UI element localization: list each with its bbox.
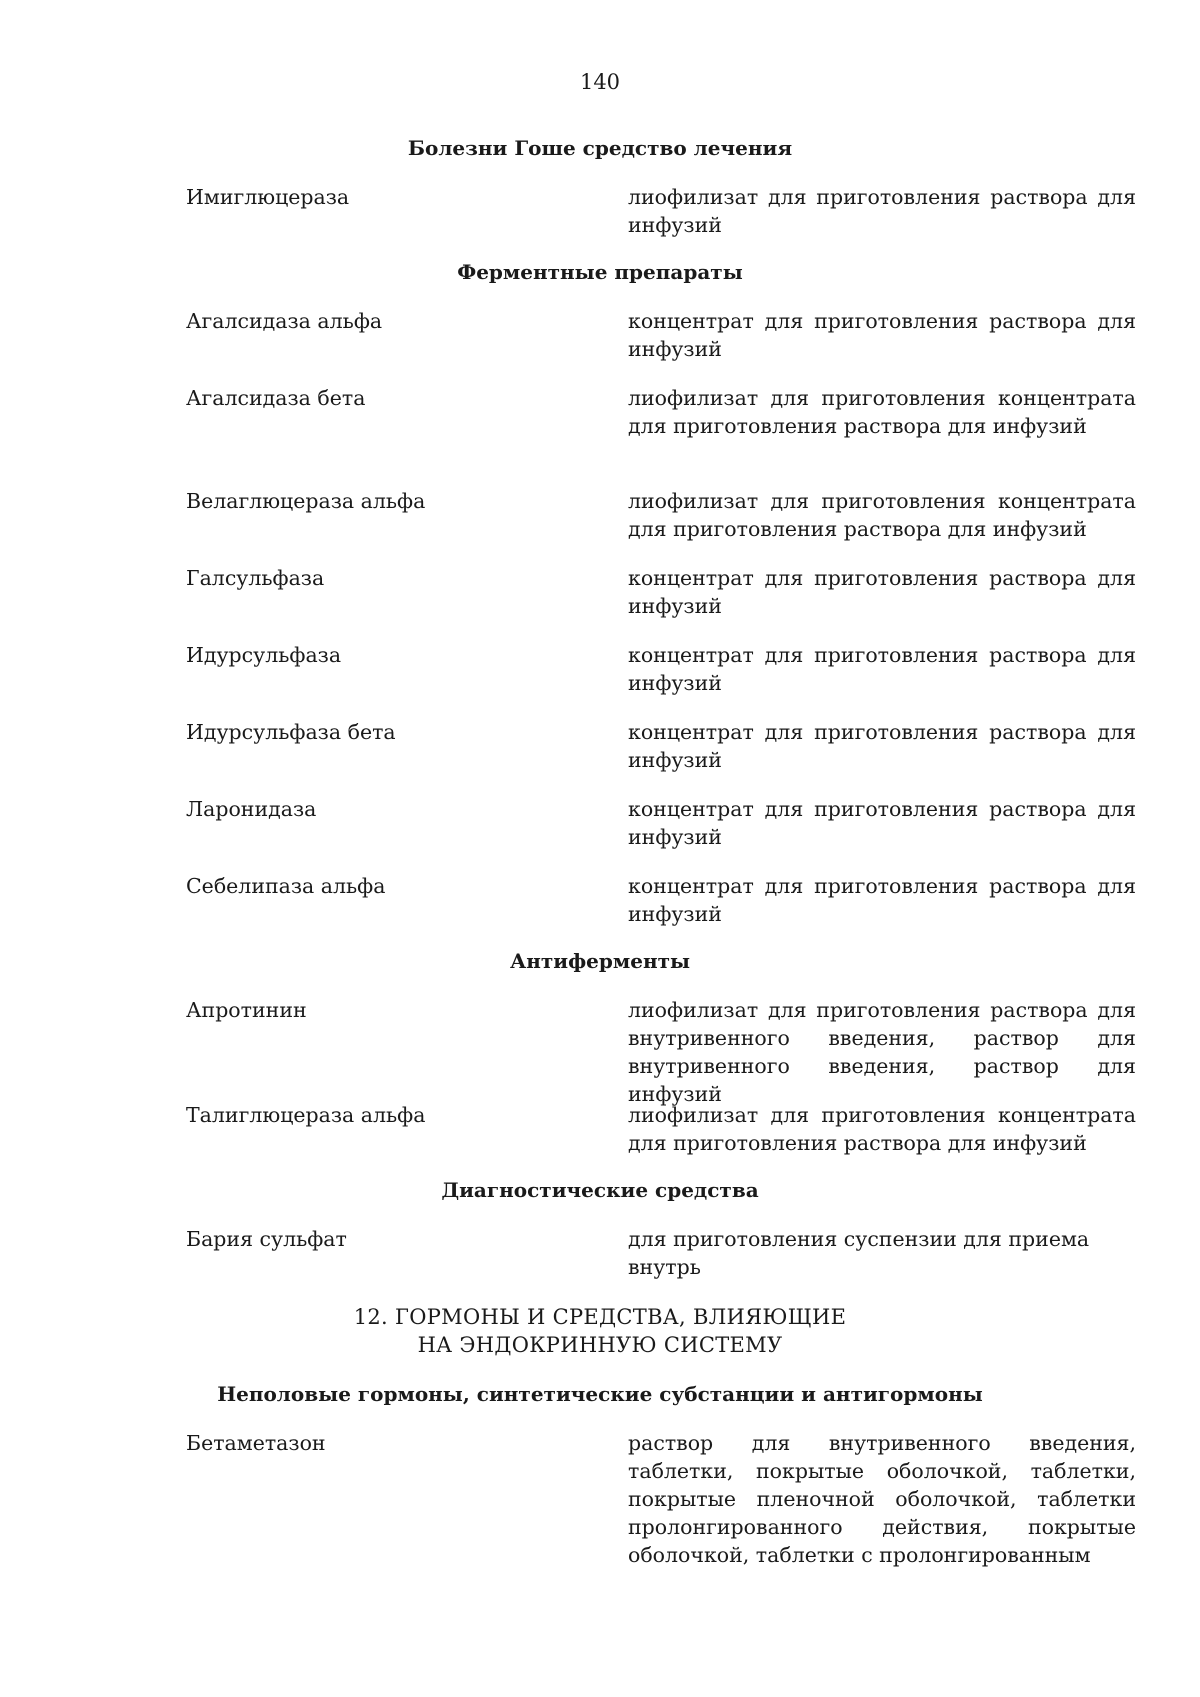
drug-form: концентрат для приготовления раствора для инфузий: [628, 797, 1136, 849]
drug-form: для приготовления суспензии для приема внутрь: [628, 1227, 1090, 1279]
drug-name: Галсульфаза: [186, 566, 325, 590]
drug-form: лиофилизат для приготовления раствора для внутривенного введения, раствор для внутривенного введения, раствор для инфузий: [628, 998, 1136, 1106]
chapter-heading-line-2: НА ЭНДОКРИННУЮ СИСТЕМУ: [417, 1333, 783, 1357]
drug-name: Велаглюцераза альфа: [186, 489, 426, 513]
drug-form: концентрат для приготовления раствора для инфузий: [628, 566, 1136, 618]
drug-form: раствор для внутривенного введения, таблетки, покрытые оболочкой, таблетки, покрытые пленочной оболочкой, таблетки пролонгированного действия, покрытые оболочкой, таблетки с пролонгированным: [628, 1431, 1136, 1567]
drug-form: лиофилизат для приготовления концентрата для приготовления раствора для инфузий: [628, 1103, 1136, 1155]
drug-name: Агалсидаза бета: [186, 386, 366, 410]
drug-form: лиофилизат для приготовления раствора для инфузий: [628, 185, 1136, 237]
drug-name: Ларонидаза: [186, 797, 317, 821]
drug-form: лиофилизат для приготовления концентрата для приготовления раствора для инфузий: [628, 489, 1136, 541]
section-heading-enzymes: Ферментные препараты: [457, 260, 743, 284]
drug-form: концентрат для приготовления раствора для инфузий: [628, 720, 1136, 772]
drug-name: Идурсульфаза бета: [186, 720, 396, 744]
drug-name: Имиглюцераза: [186, 185, 350, 209]
drug-name: Агалсидаза альфа: [186, 309, 383, 333]
drug-form: лиофилизат для приготовления концентрата для приготовления раствора для инфузий: [628, 386, 1136, 438]
section-heading-gaucher: Болезни Гоше средство лечения: [407, 136, 793, 160]
section-heading-diagnostics: Диагностические средства: [441, 1178, 759, 1202]
drug-name: Бария сульфат: [186, 1227, 347, 1251]
drug-name: Бетаметазон: [186, 1431, 326, 1455]
drug-name: Талиглюцераза альфа: [186, 1103, 426, 1127]
drug-form: концентрат для приготовления раствора для инфузий: [628, 643, 1136, 695]
chapter-heading-line-1: 12. ГОРМОНЫ И СРЕДСТВА, ВЛИЯЮЩИЕ: [353, 1305, 847, 1329]
drug-form: концентрат для приготовления раствора для инфузий: [628, 309, 1136, 361]
drug-form: концентрат для приготовления раствора для инфузий: [628, 874, 1136, 926]
page-number: 140: [579, 70, 621, 94]
drug-name: Себелипаза альфа: [186, 874, 386, 898]
section-heading-hormones: Неполовые гормоны, синтетические субстанции и антигормоны: [217, 1382, 983, 1406]
section-heading-antienzymes: Антиферменты: [509, 949, 691, 973]
drug-name: Апротинин: [186, 998, 307, 1022]
drug-name: Идурсульфаза: [186, 643, 342, 667]
